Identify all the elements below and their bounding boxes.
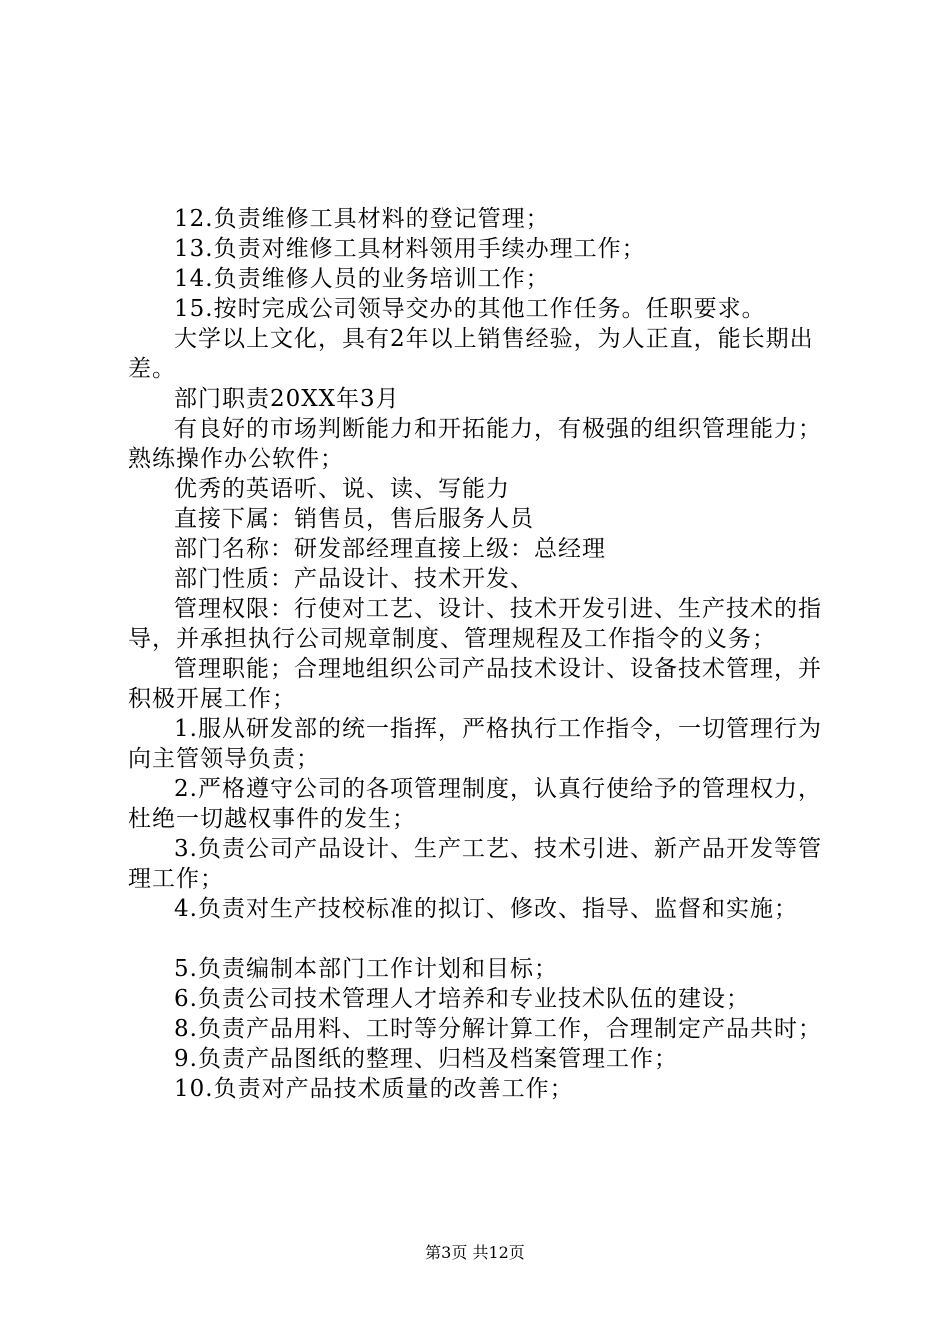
paragraph-english: 优秀的英语听、说、读、写能力 bbox=[174, 476, 510, 502]
paragraph-duty-2: 2.严格遵守公司的各项管理制度，认真行使给予的管理权力，杜绝一切越权事件的发生； bbox=[128, 776, 822, 832]
blank-line bbox=[128, 924, 840, 954]
paragraph-function: 管理职能；合理地组织公司产品技术设计、设备技术管理，并积极开展工作； bbox=[128, 656, 822, 712]
paragraph-department-name: 部门名称：研发部经理直接上级：总经理 bbox=[174, 536, 606, 562]
paragraph-duty-1: 1.服从研发部的统一指挥，严格执行工作指令，一切管理行为向主管领导负责； bbox=[128, 716, 822, 772]
document-body bbox=[128, 204, 840, 1104]
paragraph-duty-8: 8.负责产品用料、工时等分解计算工作，合理制定产品共时； bbox=[174, 1016, 822, 1042]
paragraph-item-14: 14.负责维修人员的业务培训工作； bbox=[174, 266, 550, 292]
paragraph-duty-5: 5.负责编制本部门工作计划和目标； bbox=[174, 956, 558, 982]
paragraph-qualification: 大学以上文化，具有2年以上销售经验，为人正直，能长期出差。 bbox=[128, 326, 814, 382]
paragraph-duty-10: 10.负责对产品技术质量的改善工作； bbox=[174, 1076, 574, 1102]
paragraph-item-15: 15.按时完成公司领导交办的其他工作任务。任职要求。 bbox=[174, 296, 766, 322]
paragraph-duty-6: 6.负责公司技术管理人才培养和专业技术队伍的建设； bbox=[174, 986, 750, 1012]
paragraph-section-heading: 部门职责20XX年3月 bbox=[174, 386, 400, 412]
paragraph-department-nature: 部门性质：产品设计、技术开发、 bbox=[174, 566, 534, 592]
paragraph-duty-4: 4.负责对生产技校标准的拟订、修改、指导、监督和实施； bbox=[174, 896, 798, 922]
paragraph-item-13: 13.负责对维修工具材料领用手续办理工作； bbox=[174, 236, 646, 262]
page-footer bbox=[0, 1243, 950, 1263]
paragraph-authority: 管理权限：行使对工艺、设计、技术开发引进、生产技术的指导，并承担执行公司规章制度、管理规程及工作指令的义务； bbox=[128, 596, 822, 652]
paragraph-duty-9: 9.负责产品图纸的整理、归档及档案管理工作； bbox=[174, 1046, 678, 1072]
paragraph-duty-3: 3.负责公司产品设计、生产工艺、技术引进、新产品开发等管理工作； bbox=[128, 836, 822, 892]
paragraph-ability: 有良好的市场判断能力和开拓能力，有极强的组织管理能力；熟练操作办公软件； bbox=[128, 416, 822, 472]
page-number-label: 第3页 共12页 bbox=[425, 1243, 525, 1262]
paragraph-subordinates: 直接下属：销售员，售后服务人员 bbox=[174, 506, 534, 532]
paragraph-item-12: 12.负责维修工具材料的登记管理； bbox=[174, 206, 550, 232]
